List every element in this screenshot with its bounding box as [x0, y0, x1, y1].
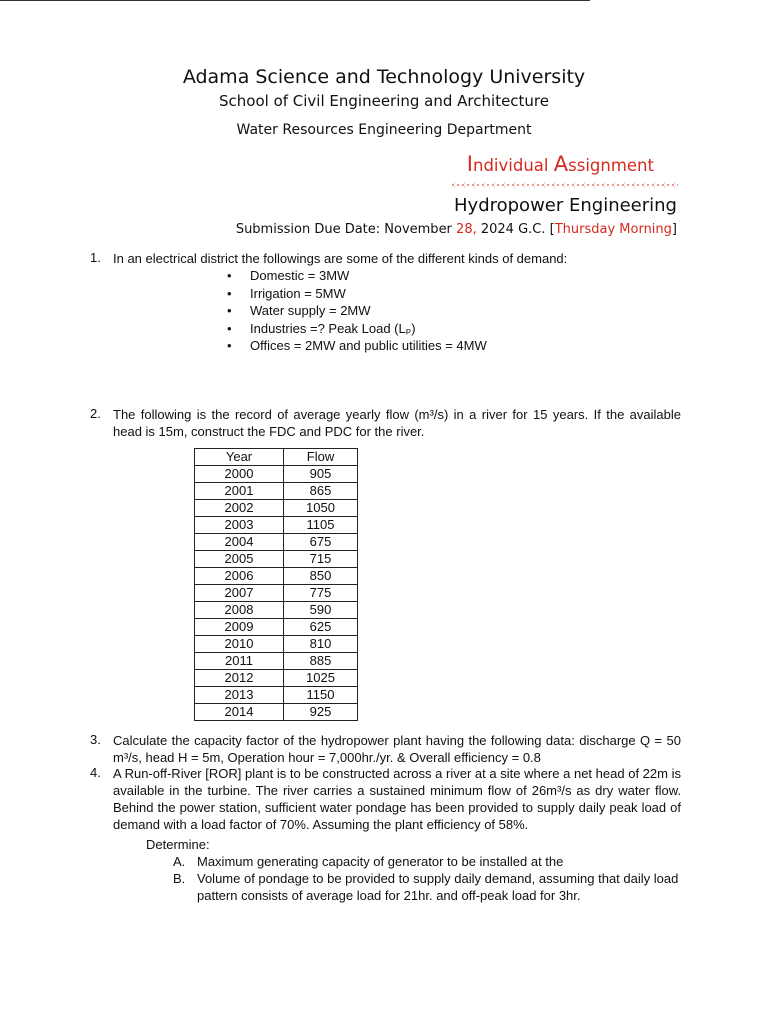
table-row	[195, 653, 358, 670]
question-4-number: 4.	[90, 765, 101, 780]
part-a-label: A.	[173, 854, 186, 869]
due-close: ]	[671, 222, 677, 237]
flow-cell: 1050	[284, 500, 358, 517]
university-name: Adama Science and Technology University	[182, 66, 586, 88]
year-cell: 2003	[195, 517, 284, 534]
flow-cell: 715	[284, 551, 358, 568]
year-cell: 2002	[195, 500, 284, 517]
header-rule	[0, 0, 590, 1]
year-cell: 2008	[195, 602, 284, 619]
table-row	[195, 534, 358, 551]
decorative-divider	[452, 182, 678, 188]
table-row	[195, 517, 358, 534]
part-a-text: Maximum generating capacity of generator to be installed at the	[197, 854, 564, 869]
part-b-text: Volume of pondage to be provided to supply daily demand, assuming that daily load pattern consists of average load for 21hr. and off-peak load for 3hr.	[197, 871, 679, 903]
column-header-flow: Flow	[284, 449, 358, 466]
list-item: • Domestic = 3MW	[227, 267, 487, 285]
assignment-rest-1: ndividual	[473, 156, 554, 175]
table-row	[195, 687, 358, 704]
part-b-label: B.	[173, 871, 186, 886]
question-1-number: 1.	[90, 250, 101, 265]
flow-cell: 1150	[284, 687, 358, 704]
course-title: Hydropower Engineering	[454, 195, 677, 216]
year-cell: 2010	[195, 636, 284, 653]
year-cell: 2013	[195, 687, 284, 704]
school-name: School of Civil Engineering and Architecture	[219, 92, 549, 110]
due-session: Thursday Morning	[554, 222, 672, 237]
table-row	[195, 466, 358, 483]
list-item: • Offices = 2MW and public utilities = 4MW	[227, 337, 487, 355]
flow-cell: 885	[284, 653, 358, 670]
year-cell: 2007	[195, 585, 284, 602]
flow-cell: 590	[284, 602, 358, 619]
question-3-text: Calculate the capacity factor of the hydropower plant having the following data: discharge Q = 50 m³/s, head H = 5m, Operation hour = 7,000hr./yr. & Overall efficiency = 0.8	[113, 733, 681, 765]
table-row	[195, 636, 358, 653]
year-cell: 2001	[195, 483, 284, 500]
year-cell: 2005	[195, 551, 284, 568]
flow-cell: 925	[284, 704, 358, 721]
year-cell: 2011	[195, 653, 284, 670]
table-row	[195, 551, 358, 568]
year-cell: 2006	[195, 568, 284, 585]
flow-table	[194, 448, 358, 721]
flow-cell: 865	[284, 483, 358, 500]
year-cell: 2009	[195, 619, 284, 636]
table-row	[195, 500, 358, 517]
question-4-determine: Determine:	[146, 837, 210, 852]
question-1-demand-list	[227, 267, 487, 355]
assignment-cap-a: A	[553, 152, 569, 176]
assignment-rest-2: ssignment	[568, 156, 654, 175]
year-cell: 2000	[195, 466, 284, 483]
table-row	[195, 619, 358, 636]
table-row	[195, 670, 358, 687]
year-cell: 2012	[195, 670, 284, 687]
list-item: • Water supply = 2MW	[227, 302, 487, 320]
flow-cell: 810	[284, 636, 358, 653]
due-year: 2024 G.C. [	[476, 222, 555, 237]
question-4-text: A Run-off-River [ROR] plant is to be constructed across a river at a site where a net head of 22m is available in the turbine. The river carries a sustained minimum flow of 26m³/s as dry water flow. Behind the power station, sufficient water pondage has been provided to supply daily peak load of demand with a load factor of 70%. Assuming the plant efficiency of 58%.	[113, 766, 681, 832]
question-2-number: 2.	[90, 406, 101, 421]
table-row	[195, 585, 358, 602]
assignment-title	[467, 152, 654, 176]
flow-cell: 775	[284, 585, 358, 602]
due-label: Submission Due Date: November	[235, 222, 457, 237]
flow-cell: 1105	[284, 517, 358, 534]
table-row	[195, 704, 358, 721]
flow-cell: 850	[284, 568, 358, 585]
department-name: Water Resources Engineering Department	[236, 122, 532, 138]
flow-cell: 905	[284, 466, 358, 483]
year-cell: 2014	[195, 704, 284, 721]
flow-cell: 625	[284, 619, 358, 636]
table-row	[195, 483, 358, 500]
list-item: • Industries =? Peak Load (Lₚ)	[227, 320, 487, 338]
submission-due-date	[236, 222, 677, 237]
flow-cell: 675	[284, 534, 358, 551]
due-day: 28,	[456, 222, 477, 237]
list-item: • Irrigation = 5MW	[227, 285, 487, 303]
question-2-text: The following is the record of average yearly flow (m³/s) in a river for 15 years. If the available head is 15m, construct the FDC and PDC for the river.	[113, 407, 681, 439]
table-row	[195, 602, 358, 619]
assignment-cap-i: I	[466, 152, 473, 176]
table-header-row	[195, 449, 358, 466]
table-row	[195, 568, 358, 585]
question-1-text: In an electrical district the followings are some of the different kinds of demand:	[113, 251, 568, 266]
flow-cell: 1025	[284, 670, 358, 687]
year-cell: 2004	[195, 534, 284, 551]
question-3-number: 3.	[90, 732, 101, 747]
column-header-year: Year	[195, 449, 284, 466]
